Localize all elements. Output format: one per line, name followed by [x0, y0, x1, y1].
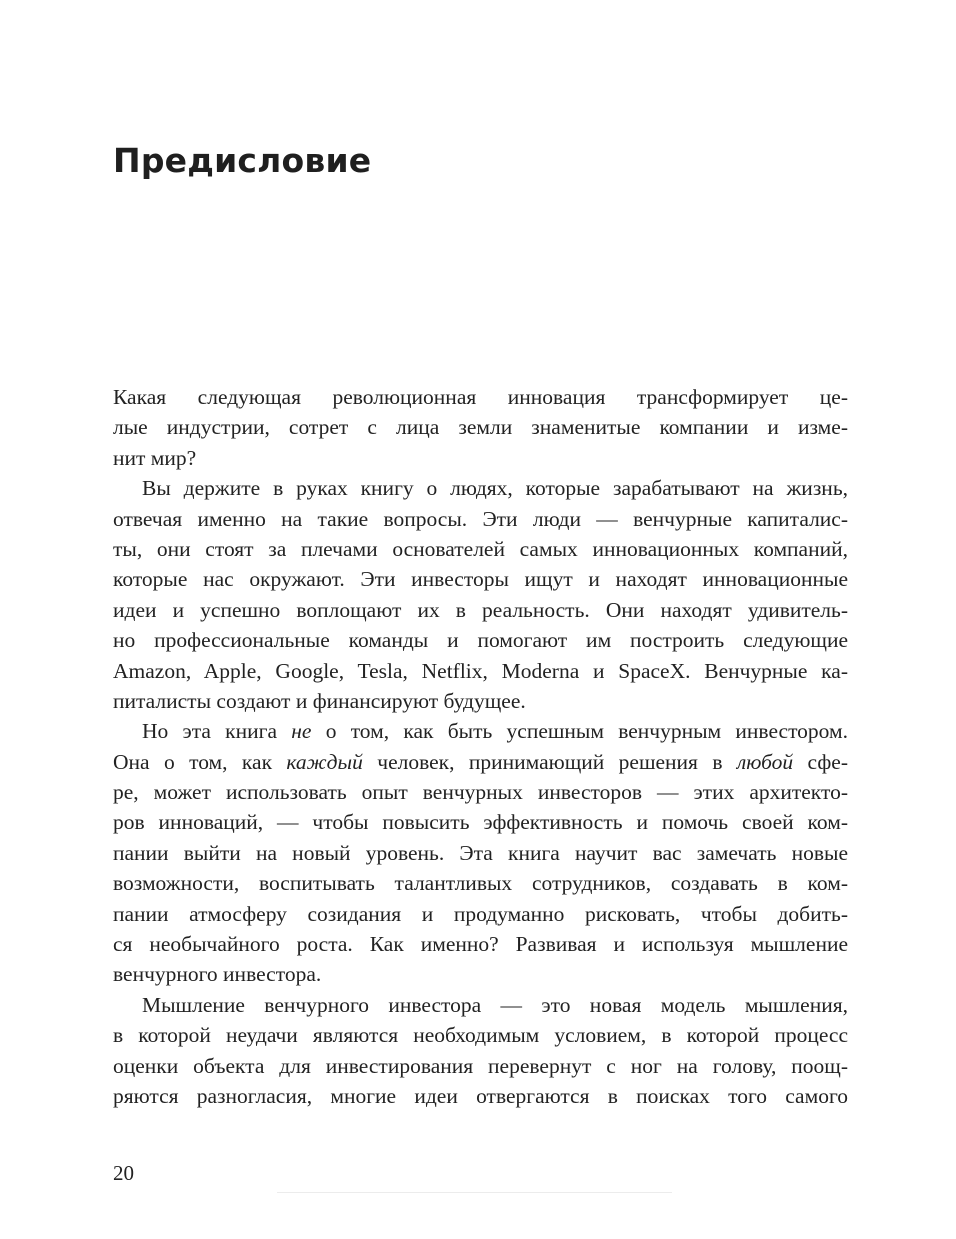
text-run: Но эта книга — [142, 719, 292, 744]
body-text — [113, 382, 848, 1111]
text-line: но профессиональные команды и помогают им построить следующие — [113, 628, 848, 653]
paragraph-2 — [113, 473, 848, 716]
text-line: Мышление венчурного инвестора — это новая модель мышления, — [142, 992, 848, 1017]
text-line: ре, может использовать опыт венчурных инвесторов — этих архитекто- — [113, 780, 848, 805]
page-number: 20 — [113, 1161, 134, 1185]
paragraph-1 — [113, 382, 848, 473]
text-line: ся необычайного роста. Как именно? Развивая и используя мышление — [113, 932, 848, 957]
text-line: питалисты создают и финансируют будущее. — [113, 688, 526, 713]
chapter-title: Предисловие — [113, 141, 372, 180]
text-line: отвечая именно на такие вопросы. Эти люди — венчурные капиталис- — [113, 506, 848, 531]
text-line: Какая следующая революционная инновация трансформирует це- — [113, 385, 848, 409]
text-run: сфе- — [793, 749, 848, 774]
text-line: Amazon, Apple, Google, Tesla, Netflix, Moderna и SpaceX. Венчурные ка- — [113, 658, 848, 683]
text-line — [113, 716, 848, 746]
text-line: в которой неудачи являются необходимым условием, в которой процесс — [113, 1023, 848, 1048]
text-line — [113, 747, 848, 777]
text-line: Вы держите в руках книгу о людях, которые зарабатывают на жизнь, — [142, 476, 848, 501]
text-run: Она о том, как — [113, 749, 287, 774]
text-line: которые нас окружают. Эти инвесторы ищут и находят инновационные — [113, 567, 848, 592]
emphasis-text: каждый — [286, 749, 363, 774]
text-line: ров инноваций, — чтобы повысить эффективность и помочь своей ком- — [113, 810, 848, 835]
text-line: пании выйти на новый уровень. Эта книга научит вас замечать новые — [113, 840, 848, 865]
emphasis-text: любой — [736, 749, 794, 774]
text-line: ряются разногласия, многие идеи отвергаются в поисках того самого — [113, 1083, 848, 1108]
text-run: о том, как быть успешным венчурным инвестором. — [311, 719, 848, 744]
text-line: венчурного инвестора. — [113, 962, 322, 987]
emphasis-text: не — [291, 719, 312, 744]
paragraph-4 — [113, 990, 848, 1112]
text-line: лые индустрии, сотрет с лица земли знаменитые компании и изме- — [113, 415, 848, 440]
paragraph-3 — [113, 716, 848, 990]
text-line: оценки объекта для инвестирования перевернут с ног на голову, поощ- — [113, 1053, 848, 1078]
footer-divider — [277, 1192, 672, 1193]
text-line: пании атмосферу созидания и продуманно рисковать, чтобы добить- — [113, 901, 848, 926]
text-line: возможности, воспитывать талантливых сотрудников, создавать в ком- — [113, 871, 848, 896]
text-line: ты, они стоят за плечами основателей самых инновационных компаний, — [113, 536, 848, 561]
text-line: нит мир? — [113, 445, 197, 470]
text-line: идеи и успешно воплощают их в реальность. Они находят удивитель- — [113, 597, 848, 622]
text-run: человек, принимающий решения в — [362, 749, 737, 774]
